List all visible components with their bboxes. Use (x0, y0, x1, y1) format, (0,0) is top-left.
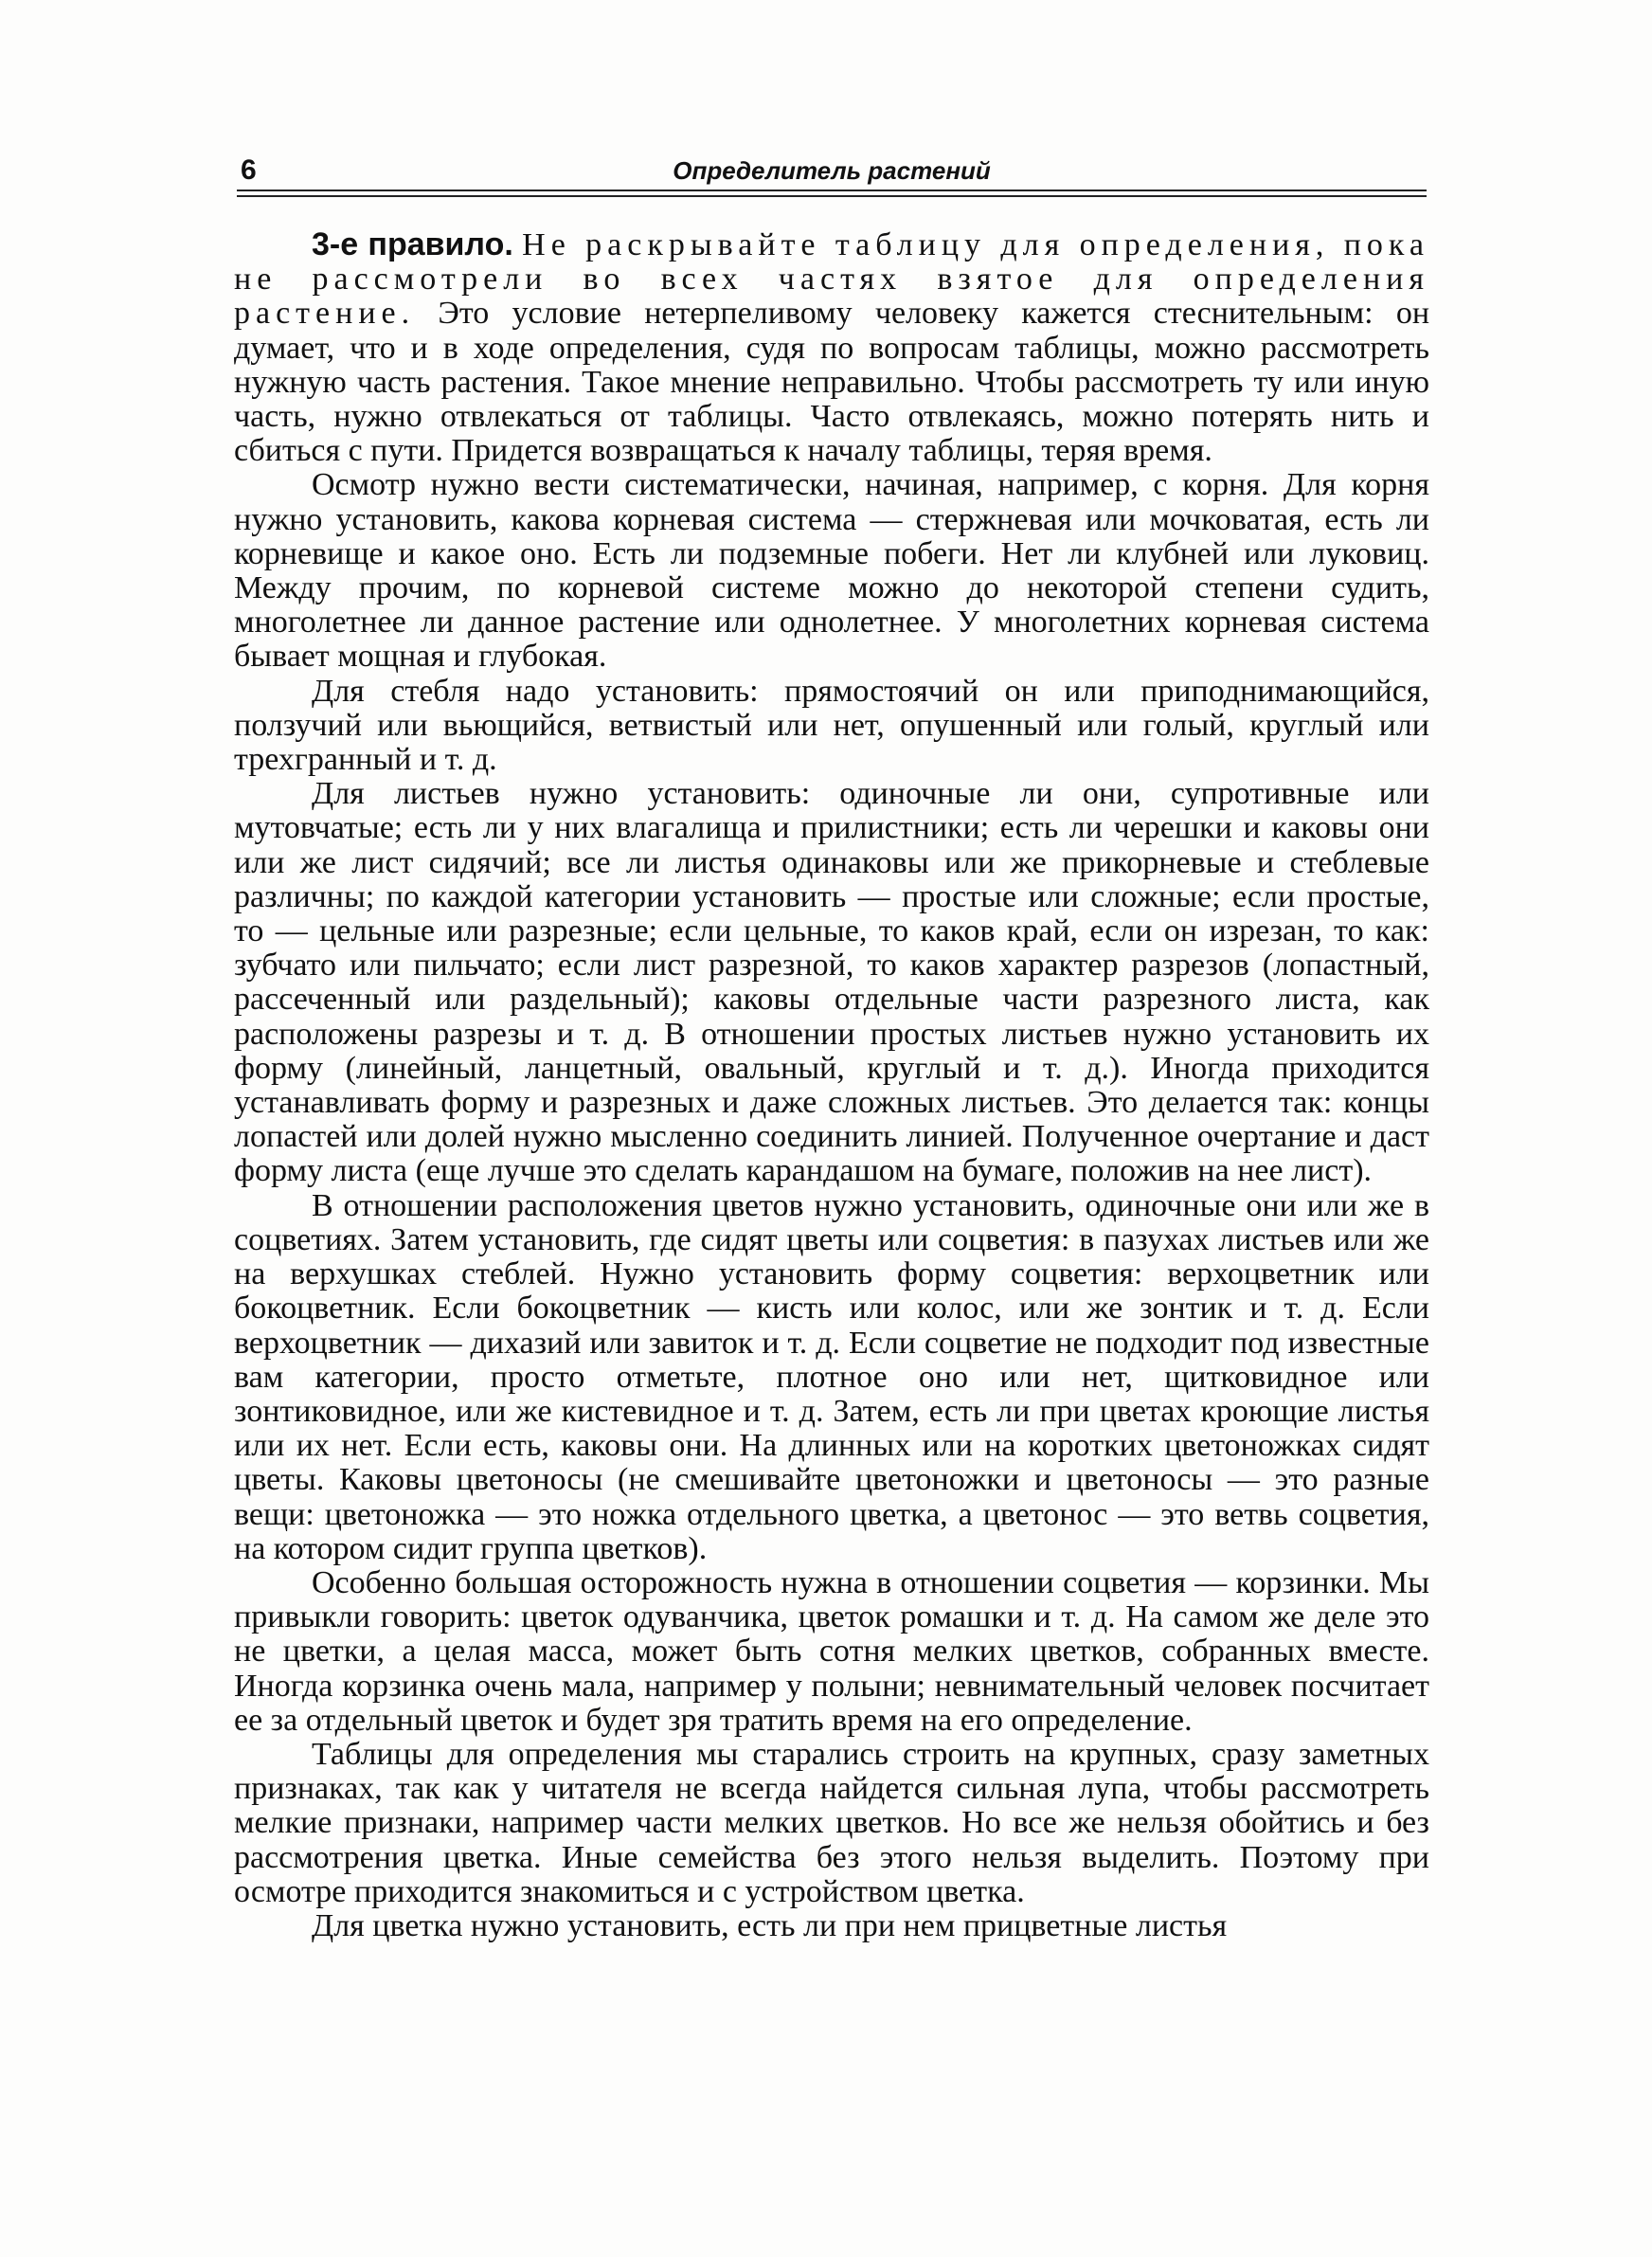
header-rule-top (237, 190, 1427, 191)
paragraph-inflorescence: В отношении расположения цветов нужно установить, одиночные они или же в соцветиях. Затем установить, где сидят цветы или соцветия: в пазухах листьев или же на верхушках стеблей. Нужно установить форму соцветия: верхоцветник или бокоцветник. Если бокоцветник — кисть или колос, или же зонтик и т. д. Если верхоцветник — дихазий или завиток и т. д. Если соцветие не подходит под известные вам категории, просто отметьте, плотное оно или нет, щитковидное или зонтиковидное, или же кистевидное и т. д. Затем, есть ли при цветах кроющие листья или их нет. Если есть, каковы они. На длинных или на коротких цветоножках сидят цветы. Каковы цветоносы (не смешивайте цветоножки и цветоносы — это разные вещи: цветоножка — это ножка отдельного цветка, а цветонос — это ветвь соцветия, на котором сидит группа цветков). (234, 1187, 1429, 1566)
header-rule-bottom (237, 195, 1427, 197)
body-text (234, 227, 1429, 1943)
running-title: Определитель растений (673, 156, 991, 185)
paragraph-root: Осмотр нужно вести систематически, начиная, например, с корня. Для корня нужно установить, какова корневая система — стержневая или мочковатая, есть ли корневище и какое оно. Есть ли подземные побеги. Нет ли клубней или луковиц. Между прочим, по корневой системе можно до некоторой степени судить, многолетнее ли данное растение или однолетнее. У многолетних корневая система бывает мощная и глубокая. (234, 467, 1429, 675)
paragraph-leaves: Для листьев нужно установить: одиночные ли они, супротивные или мутовчатые; есть ли у них влагалища и прилистники; есть ли черешки и каковы они или же лист сидячий; все ли листья одинаковы или же прикорневые и стеблевые различны; по каждой категории установить — простые или сложные; если простые, то — цельные или разрезные; если цельные, то каков край, если он изрезан, то как: зубчато или пильчато; если лист разрезной, то каков характер разрезов (лопастный, рассеченный или раздельный); каковы отдельные части разрезного листа, как расположены разрезы и т. д. В отношении простых листьев нужно установить их форму (линейный, ланцетный, овальный, круглый и т. д.). Иногда приходится устанавливать форму и разрезных и даже сложных листьев. Это делается так: концы лопастей или долей нужно мысленно соединить линией. Полученное очертание и даст форму листа (еще лучше это сделать карандашом на бумаге, положив на нее лист). (234, 776, 1429, 1189)
paragraph-flower: Для цветка нужно установить, есть ли при нем прицветные листья (312, 1907, 1228, 1943)
paragraph-tables: Таблицы для определения мы старались строить на крупных, сразу заметных признаках, так как у читателя не всегда найдется сильная лупа, чтобы рассмотреть мелкие признаки, например части мелких цветков. Но все же нельзя обойтись и без рассмотрения цветка. Иные семейства без этого нельзя выделить. Поэтому при осмотре приходится знакомиться и с устройством цветка. (234, 1736, 1429, 1909)
rule-statement: Не раскрывайте таблицу для определения, пока не рассмотрели во всех частях взятое для определения растение. (234, 227, 1430, 332)
paragraph-basket: Особенно большая осторожность нужна в отношении соцветия — корзинки. Мы привыкли говорить: цветок одуванчика, цветок ромашки и т. д. На самом же деле это не цветки, а целая масса, может быть сотня мелких цветков, собранных вместе. Иногда корзинка очень мала, например у полыни; невнимательный человек посчитает ее за отдельный цветок и будет зря тратить время на его определение. (234, 1564, 1429, 1738)
paragraph-text: Это условие нетерпеливому человеку кажется стеснительным: он думает, что и в ходе определения, судя по вопросам таблицы, можно рассмотреть нужную часть растения. Такое мнение неправильно. Чтобы рассмотреть ту или иную часть, нужно отвлекаться от таблицы. Часто отвлекаясь, можно потерять нить и сбиться с пути. Придется возвращаться к началу таблицы, теряя время. (234, 296, 1430, 469)
rule-label: 3-е правило. (312, 226, 513, 262)
paragraph-rule (234, 227, 1429, 468)
paragraph-stem: Для стебля надо установить: прямостоячий он или приподнимающийся, ползучий или вьющийся, ветвистый или нет, опушенный или голый, круглый или трехгранный и т. д. (234, 673, 1429, 778)
page-number: 6 (241, 154, 257, 186)
running-head (237, 152, 1427, 190)
